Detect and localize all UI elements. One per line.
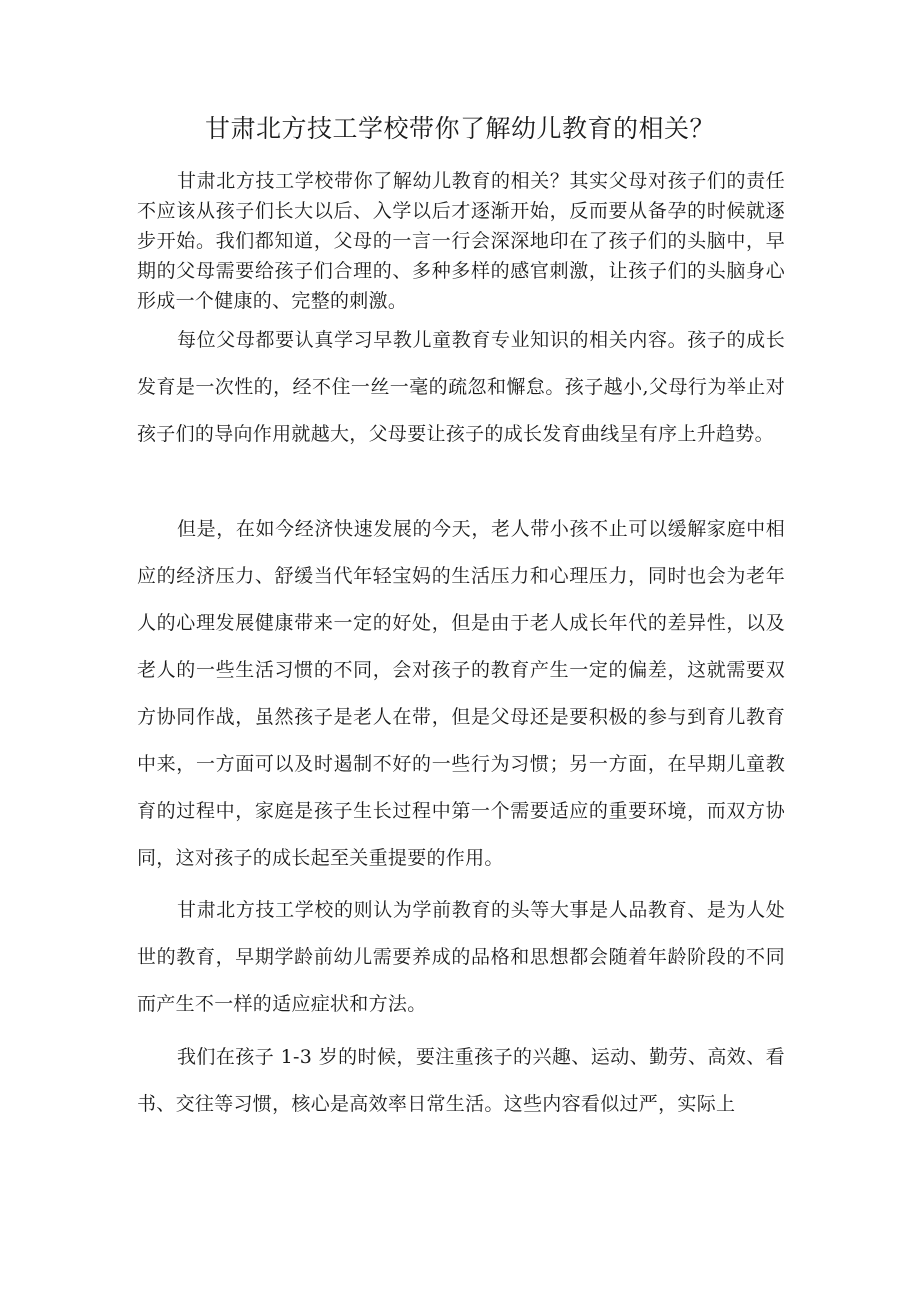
document-title: 甘肃北方技工学校带你了解幼儿教育的相关？: [204, 114, 715, 143]
paragraph-1: 甘肃北方技工学校带你了解幼儿教育的相关？其实父母对孩子们的责任不应该从孩子们长大以后、入学以后才逐渐开始，反而要从备孕的时候就逐步开始。我们都知道，父母的一言一行会深深地印在了孩子们的头脑中，早期的父母需要给孩子们合理的、多种多样的感官刺激，让孩子们的头脑身心形成一个健康的、完整的刺激。: [137, 170, 785, 312]
paragraph-4: 甘肃北方技工学校的则认为学前教育的头等大事是人品教育、是为人处世的教育，早期学龄前幼儿需要养成的品格和思想都会随着年龄阶段的不同而产生不一样的适应症状和方法。: [137, 899, 785, 1015]
paragraph-5: 我们在孩子 1-3 岁的时候，要注重孩子的兴趣、运动、勤劳、高效、看书、交往等习惯，核心是高效率日常生活。这些内容看似过严，实际上: [137, 1046, 785, 1115]
paragraph-3: 但是，在如今经济快速发展的今天，老人带小孩不止可以缓解家庭中相应的经济压力、舒缓当代年轻宝妈的生活压力和心理压力，同时也会为老年人的心理发展健康带来一定的好处，但是由于老人成长年代的差异性，以及老人的一些生活习惯的不同，会对孩子的教育产生一定的偏差，这就需要双方协同作战，虽然孩子是老人在带，但是父母还是要积极的参与到育儿教育中来，一方面可以及时遏制不好的一些行为习惯；另一方面，在早期儿童教育的过程中，家庭是孩子生长过程中第一个需要适应的重要环境，而双方协同，这对孩子的成长起至关重提要的作用。: [137, 518, 785, 869]
paragraph-2: 每位父母都要认真学习早教儿童教育专业知识的相关内容。孩子的成长发育是一次性的，经不住一丝一毫的疏忽和懈怠。孩子越小,父母行为举止对孩子们的导向作用就越大，父母要让孩子的成长发育曲线呈有序上升趋势。: [137, 329, 785, 445]
